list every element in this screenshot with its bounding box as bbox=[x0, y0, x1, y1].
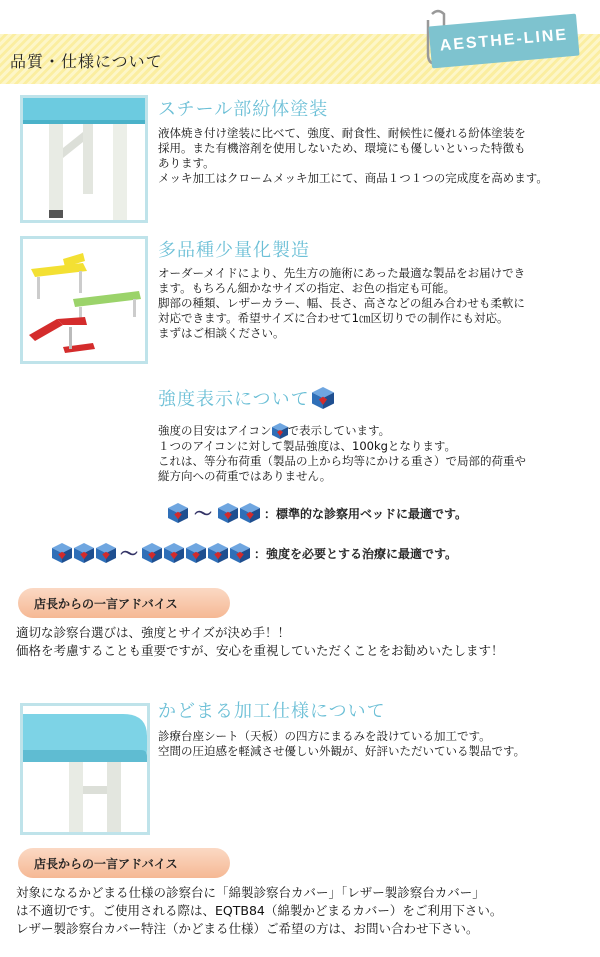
advice-text: 適切な診察台選びは、強度とサイズが決め手！！ 価格を考慮することも重要ですが、安心を重視していただくことをお勧めいたします！ bbox=[16, 625, 504, 658]
advice-text: 対象になるかどまる仕様の診察台に「綿製診察台カバー」「レザー製診察台カバー」 は不適切です。ご使用される際は、EQTB84（綿製かどまるカバー）をご利用下さい。 レザー製診察台カバー特注（かどまる仕様）ご希望の方は、お問い合わせ下さい。 bbox=[16, 885, 503, 936]
strength-cube-icon bbox=[168, 503, 188, 523]
strength-cube-icon bbox=[218, 503, 238, 523]
strength-cube-icon bbox=[142, 543, 162, 563]
strength-cube-icon bbox=[312, 387, 334, 409]
steel-description: 液体焼き付け塗装に比べて、強度、耐食性、耐候性に優れる紛体塗装を 採用。また有機溶剤を使用しないため、環境にも優しいといった特徴も あります。 メッキ加工はクロームメッキ加工にて、商品１つ１つの完成度を高めます。 bbox=[158, 126, 548, 185]
strength-cube-icon bbox=[186, 543, 206, 563]
strength-row-heavy-label: ：強度を必要とする治療に最適です。 bbox=[254, 546, 458, 561]
strength-cube-icon bbox=[164, 543, 184, 563]
bed-variety-image bbox=[20, 236, 148, 364]
page-title: 品質・仕様について bbox=[10, 52, 163, 71]
variety-title: 多品種少量化製造 bbox=[158, 240, 310, 261]
variety-description: オーダーメイドにより、先生方の施術にあった最適な製品をお届けでき ます。もちろん細かなサイズの指定、お色の指定も可能。 脚部の種類、レザーカラー、幅、長さ、高さなどの組み合わせも柔軟に 対応できます。希望サイズに合わせて1㎝区切りでの制作にも対応。 まずはご相談ください。 bbox=[158, 266, 526, 340]
rounded-corner-image bbox=[20, 703, 150, 835]
range-tilde: ～ bbox=[194, 504, 212, 525]
strength-cube-icon bbox=[52, 543, 72, 563]
strength-cube-icon bbox=[272, 423, 288, 439]
steel-title: スチール部紛体塗装 bbox=[158, 99, 329, 120]
advice-badge: 店長からの一言アドバイス bbox=[18, 848, 230, 878]
strength-row-standard bbox=[168, 500, 467, 526]
strength-cube-icon bbox=[240, 503, 260, 523]
strength-cube-icon bbox=[208, 543, 228, 563]
strength-description: 強度の目安はアイコン で表示しています。 １つのアイコンに対して製品強度は、100kgとなります。 これは、等分布荷重（製品の上から均等にかける重さ）で局部的荷重や 縦方向への荷重ではありません。 bbox=[158, 423, 526, 483]
strength-title: 強度表示について bbox=[158, 385, 334, 411]
strength-row-heavy bbox=[52, 540, 457, 566]
rounded-description: 診療台座シート（天板）の四方にまるみを設けている加工です。 空間の圧迫感を軽減させ優しい外観が、好評いただいている製品です。 bbox=[158, 729, 526, 758]
brand-name: AESTHE-LINE bbox=[439, 26, 569, 55]
range-tilde: ～ bbox=[120, 544, 138, 565]
rounded-title: かどまる加工仕様について bbox=[158, 701, 386, 722]
strength-cube-icon bbox=[74, 543, 94, 563]
strength-cube-icon bbox=[230, 543, 250, 563]
advice-badge: 店長からの一言アドバイス bbox=[18, 588, 230, 618]
strength-cube-icon bbox=[96, 543, 116, 563]
strength-row-standard-label: ：標準的な診察用ベッドに最適です。 bbox=[264, 506, 468, 521]
steel-frame-image bbox=[20, 95, 148, 223]
